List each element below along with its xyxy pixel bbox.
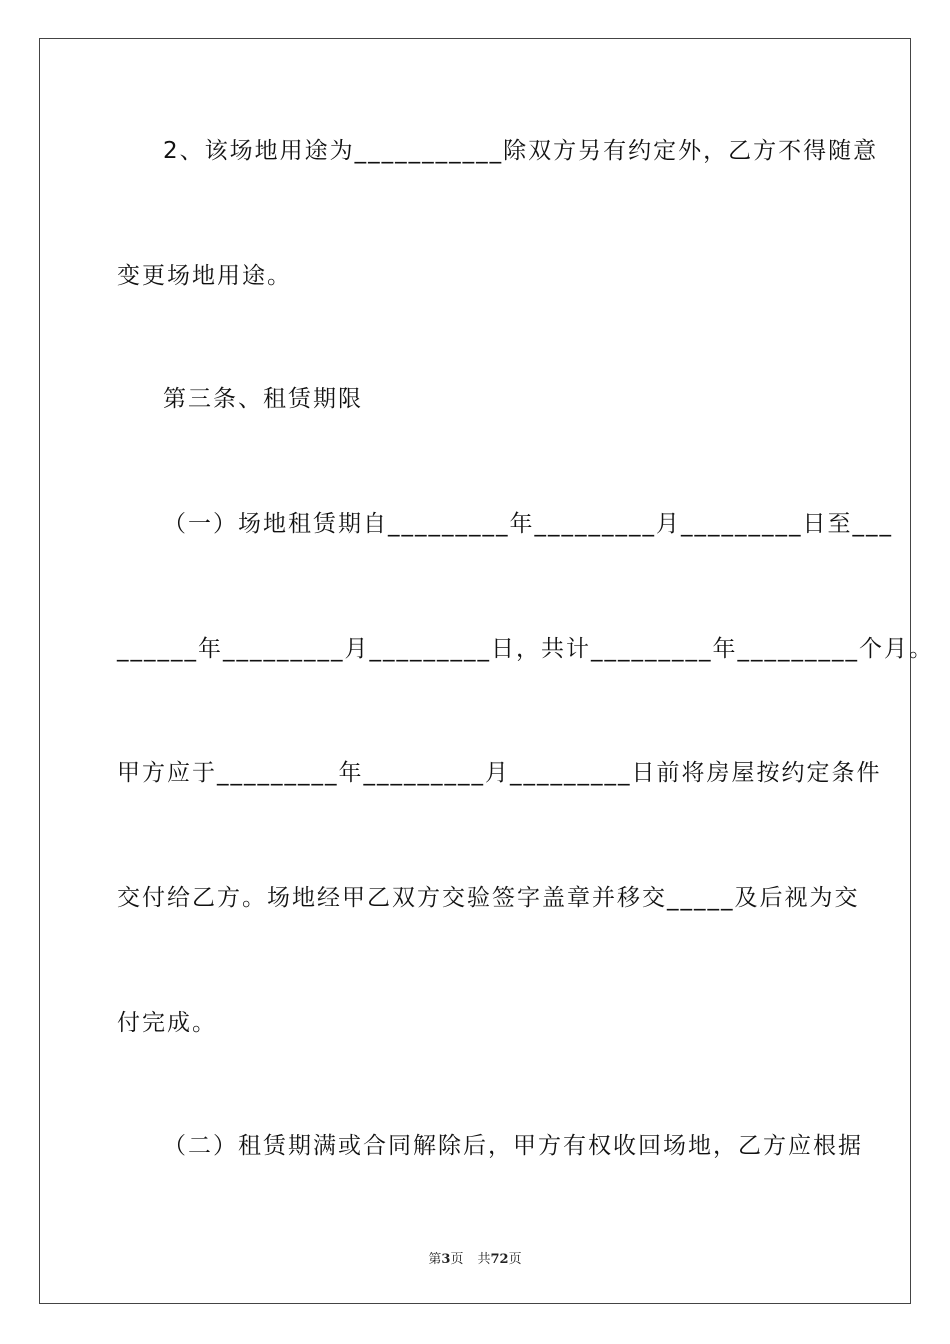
page-border (39, 38, 911, 1304)
paragraph-line-9: （二）租赁期满或合同解除后，甲方有权收回场地，乙方应根据 (163, 1133, 863, 1159)
page-suffix: 页 (450, 1252, 464, 1267)
paragraph-line-5: ______年_________月_________日，共计_________年_________个月。 (117, 636, 934, 662)
page-footer (0, 1248, 950, 1267)
paragraph-line-2: 变更场地用途。 (117, 263, 292, 289)
page-current: 3 (441, 1252, 451, 1267)
total-prefix: 共 (477, 1252, 491, 1267)
paragraph-line-7: 交付给乙方。场地经甲乙双方交验签字盖章并移交_____及后视为交 (117, 885, 860, 911)
page-prefix: 第 (428, 1252, 442, 1267)
paragraph-line-6: 甲方应于_________年_________月_________日前将房屋按约定条件 (117, 760, 882, 786)
section-heading: 第三条、租赁期限 (163, 386, 363, 412)
paragraph-line-4: （一）场地租赁期自_________年_________月_________日至___ (163, 511, 893, 537)
page-total: 72 (490, 1252, 509, 1267)
total-suffix: 页 (508, 1252, 522, 1267)
paragraph-line-1: 2、该场地用途为___________除双方另有约定外，乙方不得随意 (163, 138, 879, 164)
paragraph-line-8: 付完成。 (117, 1010, 217, 1036)
